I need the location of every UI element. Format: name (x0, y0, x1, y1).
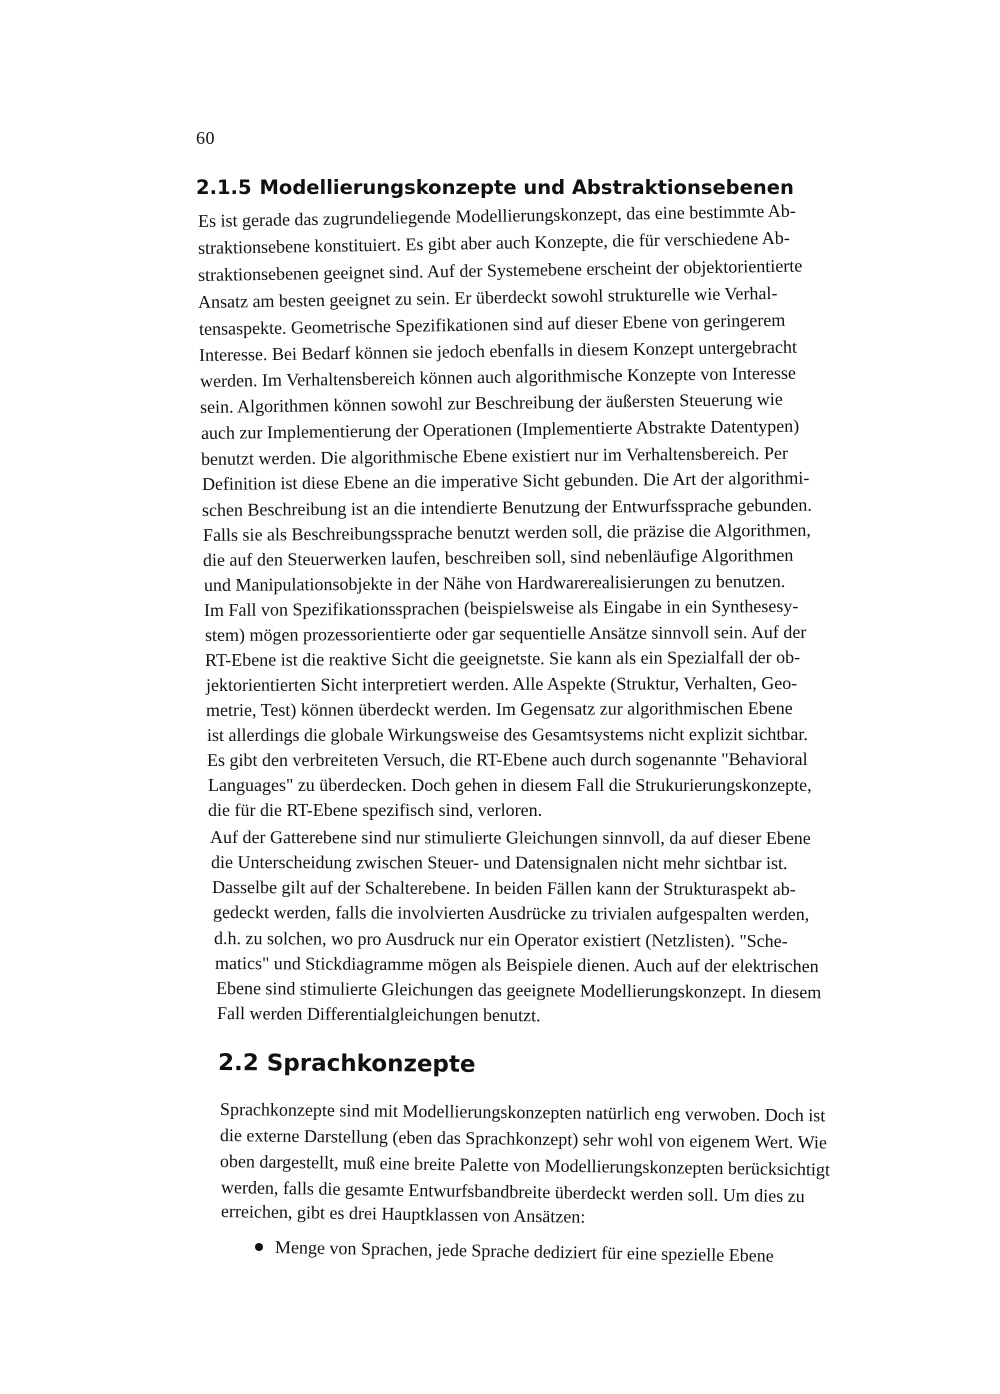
body-line: benutzt werden. Die algorithmische Ebene existiert nur im Verhaltensbereich. Per (200, 442, 789, 469)
bullet-dot (255, 1243, 263, 1251)
body-line: und Manipulationsobjekte in der Nähe von Hardwarerealisierungen zu benutzen. (203, 570, 786, 595)
body-line: d.h. zu solchen, wo pro Ausdruck nur ein Operator existiert (Netzlisten). "Sche- (213, 928, 788, 952)
body-line: metrie, Test) können überdeckt werden. Im Gegensatz zur algorithmischen Ebene (205, 697, 793, 720)
body-line: oben dargestellt, muß eine breite Palette von Modellierungskonzepten berücksichtigt (219, 1151, 831, 1180)
body-line: Auf der Gatterebene sind nur stimulierte Gleichungen sinnvoll, da auf dieser Ebene (209, 827, 811, 849)
body-line: Interesse. Bei Bedarf können sie jedoch ebenfalls in diesem Konzept untergebracht (198, 336, 798, 365)
body-line: die Unterscheidung zwischen Steuer- und Datensignalen nicht mehr sichtbar ist. (210, 852, 788, 874)
subsection-heading (196, 176, 976, 199)
body-line: Falls sie als Beschreibungssprache benutzt werden soll, die präzise die Algorithmen, (202, 519, 811, 545)
body-line: Languages" zu überdecken. Doch gehen in diesem Fall die Strukurierungskonzepte, (208, 775, 812, 795)
section-title: Sprachkonzepte (266, 1050, 476, 1078)
body-line: straktionsebenen geeignet sind. Auf der Systemebene erscheint der objektorientierte (197, 255, 803, 285)
body-line: die für die RT-Ebene spezifisch sind, verloren. (208, 800, 543, 820)
body-line: Im Fall von Spezifikationssprachen (beispielsweise als Eingabe in ein Synthesesy- (203, 595, 799, 620)
body-line: die auf den Steuerwerken laufen, beschreiben soll, sind nebenläufige Algorithmen (202, 544, 794, 570)
body-line: Es ist gerade das zugrundeliegende Modellierungskonzept, das eine bestimmte Ab- (197, 200, 796, 231)
body-line: Dasselbe gilt auf der Schalterebene. In beiden Fällen kann der Strukturaspekt ab- (211, 877, 796, 900)
body-line: sein. Algorithmen können sowohl zur Beschreibung der äußersten Steuerung wie (199, 388, 783, 417)
body-line: werden. Im Verhaltensbereich können auch algorithmische Konzepte von Interesse (199, 362, 797, 391)
body-line: ist allerdings die globale Wirkungsweise des Gesamtsystems nicht explizit sichtbar. (206, 723, 808, 745)
body-line: tensaspekte. Geometrische Spezifikationen sind auf dieser Ebene von geringerem (198, 309, 786, 339)
body-line: Es gibt den verbreiteten Versuch, die RT-Ebene auch durch sogenannte "Behavioral (206, 748, 808, 770)
subsection-title: Modellierungskonzepte und Abstraktionsebenen (259, 176, 794, 199)
bullet-item: Menge von Sprachen, jede Sprache dediziert für eine spezielle Ebene (274, 1237, 774, 1266)
body-line: straktionsebene konstituiert. Es gibt aber auch Konzepte, die für verschiedene Ab- (197, 227, 790, 258)
body-line: schen Beschreibung ist an die intendierte Benutzung der Entwurfssprache gebunden. (201, 494, 812, 520)
body-line: Fall werden Differentialgleichungen benutzt. (216, 1003, 541, 1026)
body-line: werden, falls die gesamte Entwurfsbandbreite überdeckt werden soll. Um dies zu (220, 1177, 805, 1207)
body-line: erreichen, gibt es drei Hauptklassen von Ansätzen: (220, 1201, 586, 1227)
body-line: Definition ist diese Ebene an die imperative Sicht gebunden. Die Art der algorithmi- (201, 467, 810, 494)
body-line: die externe Darstellung (eben das Sprachkonzept) sehr wohl von eigenem Wert. Wie (219, 1125, 828, 1153)
body-line: Ansatz am besten geeignet zu sein. Er überdeckt sowohl strukturelle wie Verhal- (197, 282, 778, 312)
section-number: 2.2 (217, 1050, 259, 1077)
body-line: RT-Ebene ist die reaktive Sicht die geeignetste. Sie kann als ein Spezialfall der ob- (204, 646, 801, 670)
section-heading (218, 1050, 476, 1078)
page-number: 60 (196, 128, 215, 148)
body-line: gedeckt werden, falls die involvierten Ausdrücke zu trivialen aufgespalten werden, (212, 902, 810, 925)
body-line: jektorientierten Sicht interpretiert werden. Alle Aspekte (Struktur, Verhalten, Geo- (205, 672, 798, 695)
body-line: Ebene sind stimulierte Gleichungen das geeignete Modellierungskonzept. In diesem (215, 978, 822, 1003)
body-line: auch zur Implementierung der Operationen (Implementierte Abstrakte Datentypen) (200, 415, 800, 443)
body-line: Sprachkonzepte sind mit Modellierungskonzepten natürlich eng verwoben. Doch ist (219, 1099, 826, 1126)
body-line: matics" und Stickdiagramme mögen als Beispiele dienen. Auch auf der elektrischen (214, 953, 819, 977)
subsection-number: 2.1.5 (196, 176, 252, 199)
body-line: stem) mögen prozessorientierte oder gar sequentielle Ansätze sinnvoll sein. Auf der (204, 621, 807, 645)
